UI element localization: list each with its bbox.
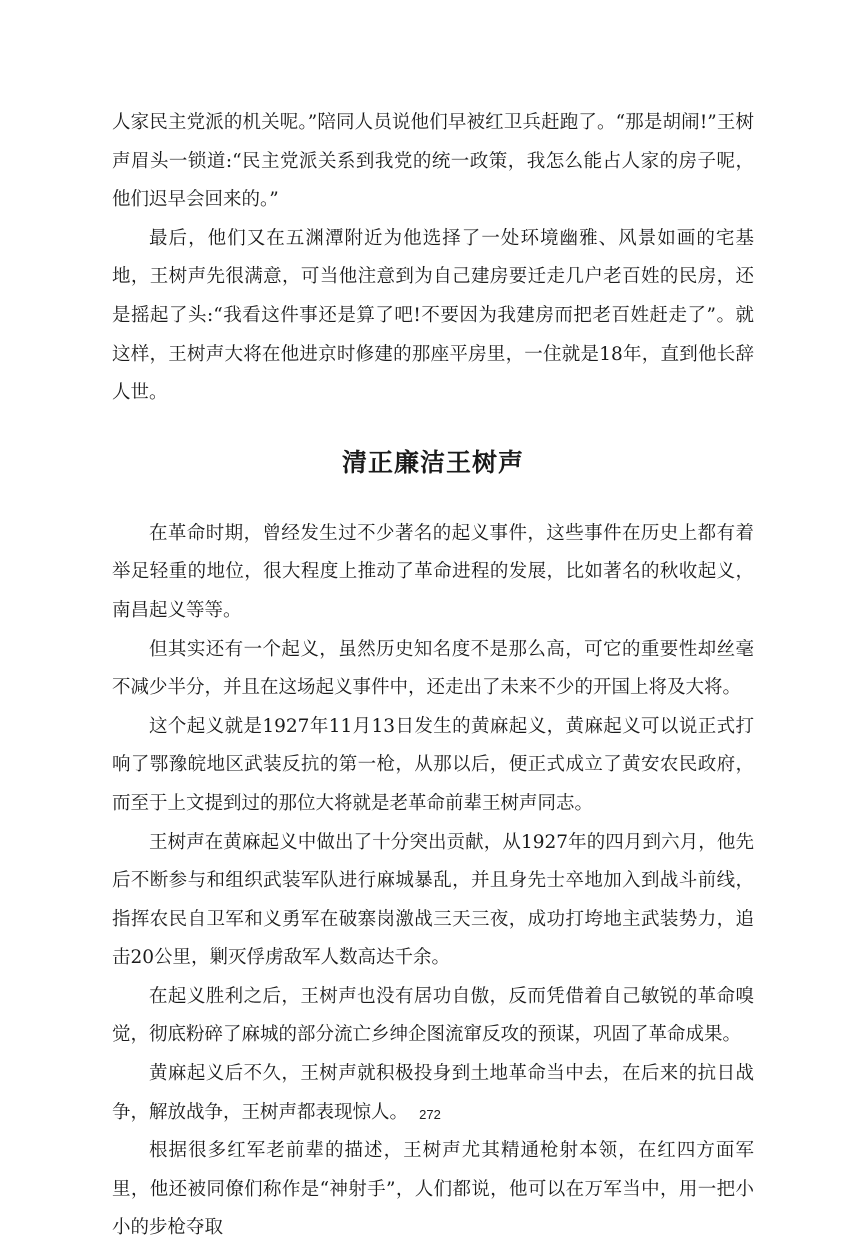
document-page (112, 104, 754, 1248)
section-paragraph-6: 黄麻起义后不久，王树声就积极投身到土地革命当中去，在后来的抗日战争，解放战争，王树声都表现惊人。 (112, 1063, 754, 1123)
section-paragraph-2: 但其实还有一个起义，虽然历史知名度不是那么高，可它的重要性却丝毫不减少半分，并且在这场起义事件中，还走出了未来不少的开国上将及大将。 (112, 638, 754, 699)
continued-paragraph-1: 人家民主党派的机关呢。”陪同人员说他们早被红卫兵赶跑了。“那是胡闹!”王树声眉头一锁道:“民主党派关系到我党的统一政策，我怎么能占人家的房子呢，他们迟早会回来的。” (112, 112, 754, 211)
section-paragraph-7: 根据很多红军老前辈的描述，王树声尤其精通枪射本领，在红四方面军里，他还被同僚们称作是“神射手”，人们都说，他可以在万军当中，用一把小小的步枪夺取 (112, 1140, 754, 1239)
section-paragraph-4: 王树声在黄麻起义中做出了十分突出贡献，从1927年的四月到六月，他先后不断参与和组织武装军队进行麻城暴乱，并且身先士卒地加入到战斗前线，指挥农民自卫军和义勇军在破寨岗激战三天三夜，成功打垮地主武装势力，追击20公里，剿灭俘虏敌军人数高达千余。 (112, 831, 754, 969)
section-paragraph-5: 在起义胜利之后，王树声也没有居功自傲，反而凭借着自己敏锐的革命嗅觉，彻底粉碎了麻城的部分流亡乡绅企图流窜反攻的预谋，巩固了革命成果。 (112, 985, 754, 1046)
continued-paragraph-2: 最后，他们又在五渊潭附近为他选择了一处环境幽雅、风景如画的宅基地，王树声先很满意，可当他注意到为自己建房要迁走几户老百姓的民房，还是摇起了头:“我看这件事还是算了吧!不要因为我建房而把老百姓赶走了”。就这样，王树声大将在他进京时修建的那座平房里，一住就是18年，直到他长辞人世。 (112, 227, 754, 404)
section-paragraph-3: 这个起义就是1927年11月13日发生的黄麻起义，黄麻起义可以说正式打响了鄂豫皖地区武装反抗的第一枪，从那以后，便正式成立了黄安农民政府，而至于上文提到过的那位大将就是老革命前辈王树声同志。 (112, 715, 754, 814)
section-title: 清正廉洁王树声 (341, 447, 524, 477)
page-number: 272 (419, 1107, 441, 1122)
section-paragraph-1: 在革命时期，曾经发生过不少著名的起义事件，这些事件在历史上都有着举足轻重的地位，很大程度上推动了革命进程的发展，比如著名的秋收起义，南昌起义等等。 (112, 522, 754, 621)
